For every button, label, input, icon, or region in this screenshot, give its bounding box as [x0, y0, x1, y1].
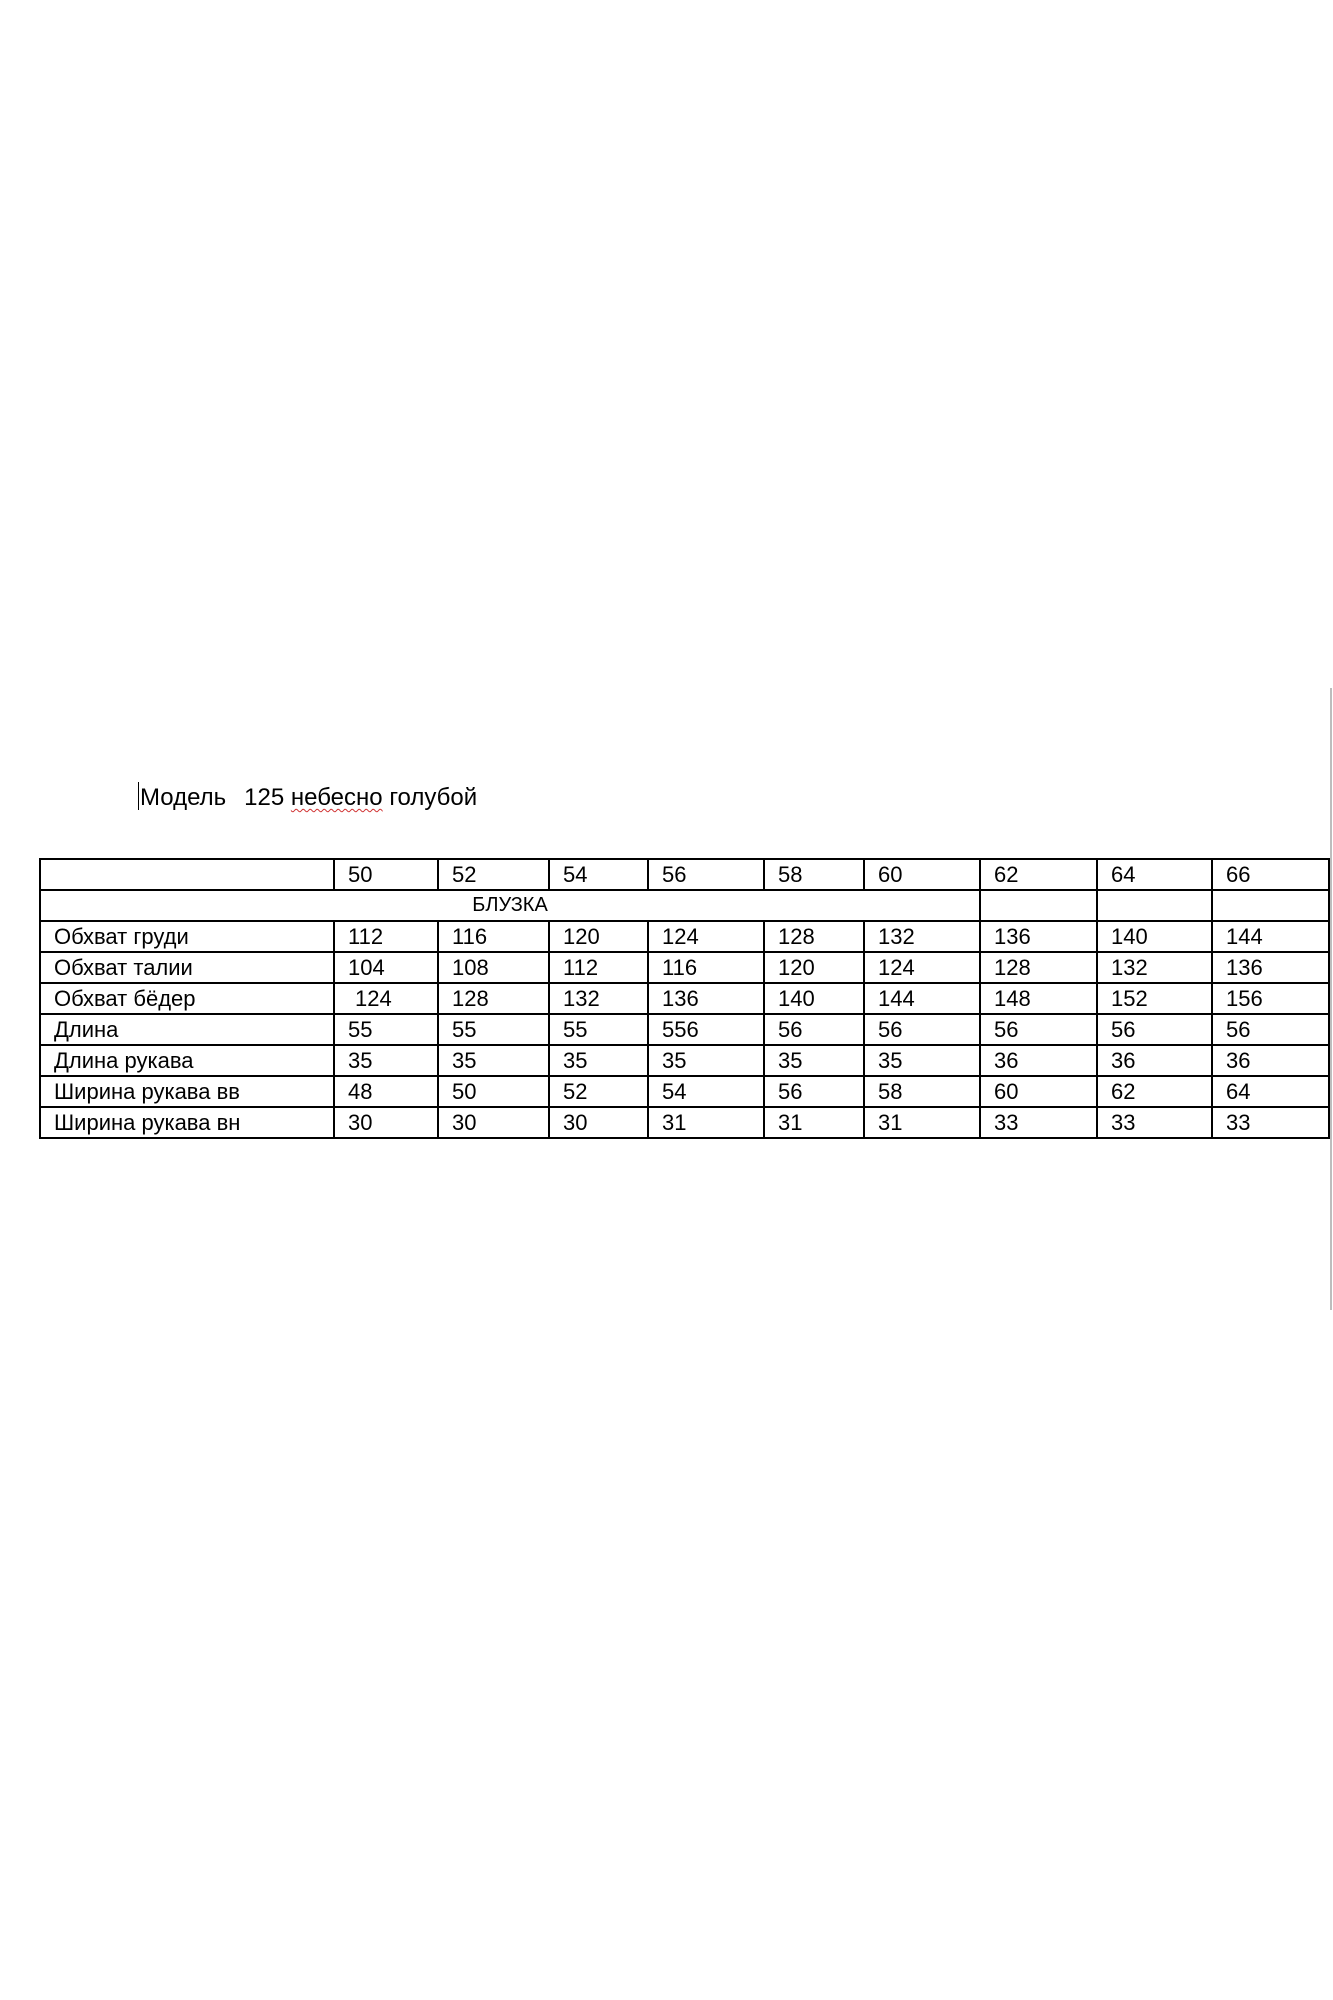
value-cell: 128	[764, 921, 864, 952]
empty-cell	[1212, 890, 1329, 921]
section-row	[40, 890, 1329, 921]
value-cell: 144	[1212, 921, 1329, 952]
value-cell: 136	[1212, 952, 1329, 983]
size-cell: 58	[764, 859, 864, 890]
row-label: Обхват бёдер	[40, 983, 334, 1014]
value-cell: 112	[549, 952, 648, 983]
value-cell: 56	[980, 1014, 1097, 1045]
value-cell: 136	[980, 921, 1097, 952]
value-cell: 62	[1097, 1076, 1212, 1107]
title-model: Модель	[140, 784, 227, 811]
value-cell: 36	[1097, 1045, 1212, 1076]
value-cell: 33	[980, 1107, 1097, 1138]
size-header-row	[40, 859, 1329, 890]
value-cell: 56	[764, 1014, 864, 1045]
title-word-1: небесно	[290, 784, 383, 811]
value-cell: 54	[648, 1076, 764, 1107]
table-row	[40, 983, 1329, 1014]
size-table	[39, 858, 1330, 1139]
size-cell: 54	[549, 859, 648, 890]
value-cell: 116	[648, 952, 764, 983]
value-cell: 52	[549, 1076, 648, 1107]
value-cell: 144	[864, 983, 980, 1014]
value-cell: 33	[1097, 1107, 1212, 1138]
page-edge-line	[1330, 688, 1332, 1310]
header-corner-cell	[40, 859, 334, 890]
title-number: 125	[244, 784, 285, 811]
row-label	[40, 1076, 334, 1107]
value-cell: 30	[438, 1107, 549, 1138]
text-cursor	[138, 782, 139, 810]
value-cell: 60	[980, 1076, 1097, 1107]
row-label: Длина рукава	[40, 1045, 334, 1076]
table-row	[40, 1014, 1329, 1045]
value-cell: 58	[864, 1076, 980, 1107]
row-label-text: Ширина рукава вн	[54, 1110, 241, 1135]
empty-cell	[1097, 890, 1212, 921]
row-label: Обхват груди	[40, 921, 334, 952]
value-cell: 31	[648, 1107, 764, 1138]
table-row	[40, 1045, 1329, 1076]
value-cell: 104	[334, 952, 438, 983]
size-cell: 56	[648, 859, 764, 890]
value-cell: 33	[1212, 1107, 1329, 1138]
table-row	[40, 921, 1329, 952]
value-cell: 120	[549, 921, 648, 952]
size-cell: 52	[438, 859, 549, 890]
title-word-2: голубой	[389, 784, 478, 811]
value-cell: 55	[334, 1014, 438, 1045]
value-cell: 132	[549, 983, 648, 1014]
value-cell: 55	[549, 1014, 648, 1045]
table-row	[40, 1076, 1329, 1107]
size-cell: 66	[1212, 859, 1329, 890]
table-row	[40, 952, 1329, 983]
value-cell: 48	[334, 1076, 438, 1107]
value-cell: 36	[1212, 1045, 1329, 1076]
value-cell: 156	[1212, 983, 1329, 1014]
value-cell: 56	[1212, 1014, 1329, 1045]
value-cell: 108	[438, 952, 549, 983]
value-cell: 55	[438, 1014, 549, 1045]
value-cell: 120	[764, 952, 864, 983]
value-cell: 35	[764, 1045, 864, 1076]
value-cell: 128	[980, 952, 1097, 983]
value-cell: 116	[438, 921, 549, 952]
size-cell: 50	[334, 859, 438, 890]
section-label: БЛУЗКА	[40, 890, 980, 921]
value-cell: 140	[1097, 921, 1212, 952]
empty-cell	[980, 890, 1097, 921]
value-cell: 124	[648, 921, 764, 952]
value-cell: 31	[764, 1107, 864, 1138]
value-cell: 50	[438, 1076, 549, 1107]
value-cell: 56	[764, 1076, 864, 1107]
value-cell: 136	[648, 983, 764, 1014]
value-cell: 56	[1097, 1014, 1212, 1045]
value-cell: 128	[438, 983, 549, 1014]
value-cell: 148	[980, 983, 1097, 1014]
value-cell: 31	[864, 1107, 980, 1138]
value-cell: 112	[334, 921, 438, 952]
value-cell: 35	[334, 1045, 438, 1076]
size-cell: 60	[864, 859, 980, 890]
value-cell: 124	[334, 983, 438, 1014]
value-cell: 30	[334, 1107, 438, 1138]
row-label: Обхват талии	[40, 952, 334, 983]
row-label	[40, 1107, 334, 1138]
row-label: Длина	[40, 1014, 334, 1045]
value-cell: 140	[764, 983, 864, 1014]
size-cell: 62	[980, 859, 1097, 890]
value-cell: 35	[864, 1045, 980, 1076]
value-cell: 132	[1097, 952, 1212, 983]
value-cell: 30	[549, 1107, 648, 1138]
value-cell: 124	[864, 952, 980, 983]
table-row	[40, 1107, 1329, 1138]
size-cell: 64	[1097, 859, 1212, 890]
value-cell: 132	[864, 921, 980, 952]
value-cell: 64	[1212, 1076, 1329, 1107]
value-cell: 556	[648, 1014, 764, 1045]
value-cell: 152	[1097, 983, 1212, 1014]
row-label-text: Ширина рукава вв	[54, 1079, 240, 1104]
value-cell: 35	[549, 1045, 648, 1076]
value-cell: 35	[438, 1045, 549, 1076]
document-title	[138, 782, 477, 813]
value-cell: 56	[864, 1014, 980, 1045]
value-cell: 36	[980, 1045, 1097, 1076]
value-cell: 35	[648, 1045, 764, 1076]
